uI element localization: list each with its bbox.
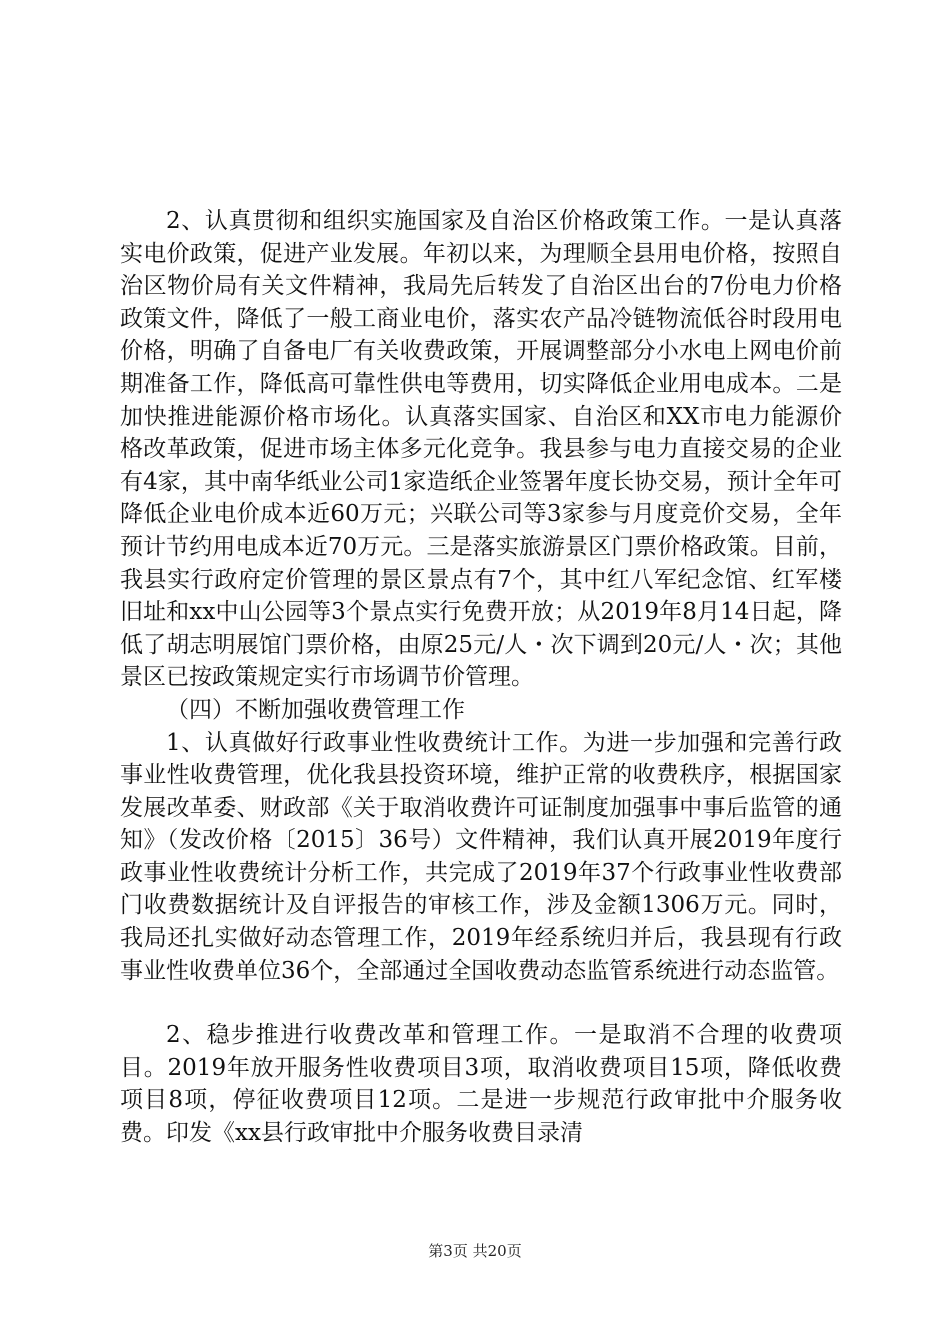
paragraph-fee-statistics: 1、认真做好行政事业性收费统计工作。为进一步加强和完善行政事业性收费管理，优化我县投资环境，维护正常的收费秩序，根据国家发展改革委、财政部《关于取消收费许可证制度加强事中事后监管的通知》（发改价格〔2015〕36号）文件精神，我们认真开展2019年度行政事业性收费统计分析工作，共完成了2019年37个行政事业性收费部门收费数据统计及自评报告的审核工作，涉及金额1306万元。同时，我局还扎实做好动态管理工作，2019年经系统归并后，我县现有行政事业性收费单位36个，全部通过全国收费动态监管系统进行动态监管。 xyxy=(120,729,842,984)
paragraph-fee-reform: 2、稳步推进行收费改革和管理工作。一是取消不合理的收费项目。2019年放开服务性收费项目3项，取消收费项目15项，降低收费项目8项，停征收费项目12项。二是进一步规范行政审批中介服务收费。印发《xx县行政审批中介服务收费目录清 xyxy=(120,1022,842,1147)
section-heading-fee-management: （四）不断加强收费管理工作 xyxy=(166,696,465,723)
paragraph-price-policy: 2、认真贯彻和组织实施国家及自治区价格政策工作。一是认真落实电价政策，促进产业发展。年初以来，为理顺全县用电价格，按照自治区物价局有关文件精神，我局先后转发了自治区出台的7份电力价格政策文件，降低了一般工商业电价，落实农产品冷链物流低谷时段用电价格，明确了自备电厂有关收费政策，开展调整部分小水电上网电价前期准备工作，降低高可靠性供电等费用，切实降低企业用电成本。二是加快推进能源价格市场化。认真落实国家、自治区和XX市电力能源价格改革政策，促进市场主体多元化竞争。我县参与电力直接交易的企业有4家，其中南华纸业公司1家造纸企业签署年度长协交易，预计全年可降低企业电价成本近60万元；兴联公司等3家参与月度竞价交易，全年预计节约用电成本近70万元。三是落实旅游景区门票价格政策。目前，我县实行政府定价管理的景区景点有7个，其中红八军纪念馆、红军楼旧址和xx中山公园等3个景点实行免费开放；从2019年8月14日起，降低了胡志明展馆门票价格，由原25元/人・次下调到20元/人・次；其他景区已按政策规定实行市场调节价管理。 xyxy=(120,208,842,691)
page-footer: 第3页 共20页 xyxy=(428,1242,522,1260)
document-body xyxy=(120,205,842,1150)
